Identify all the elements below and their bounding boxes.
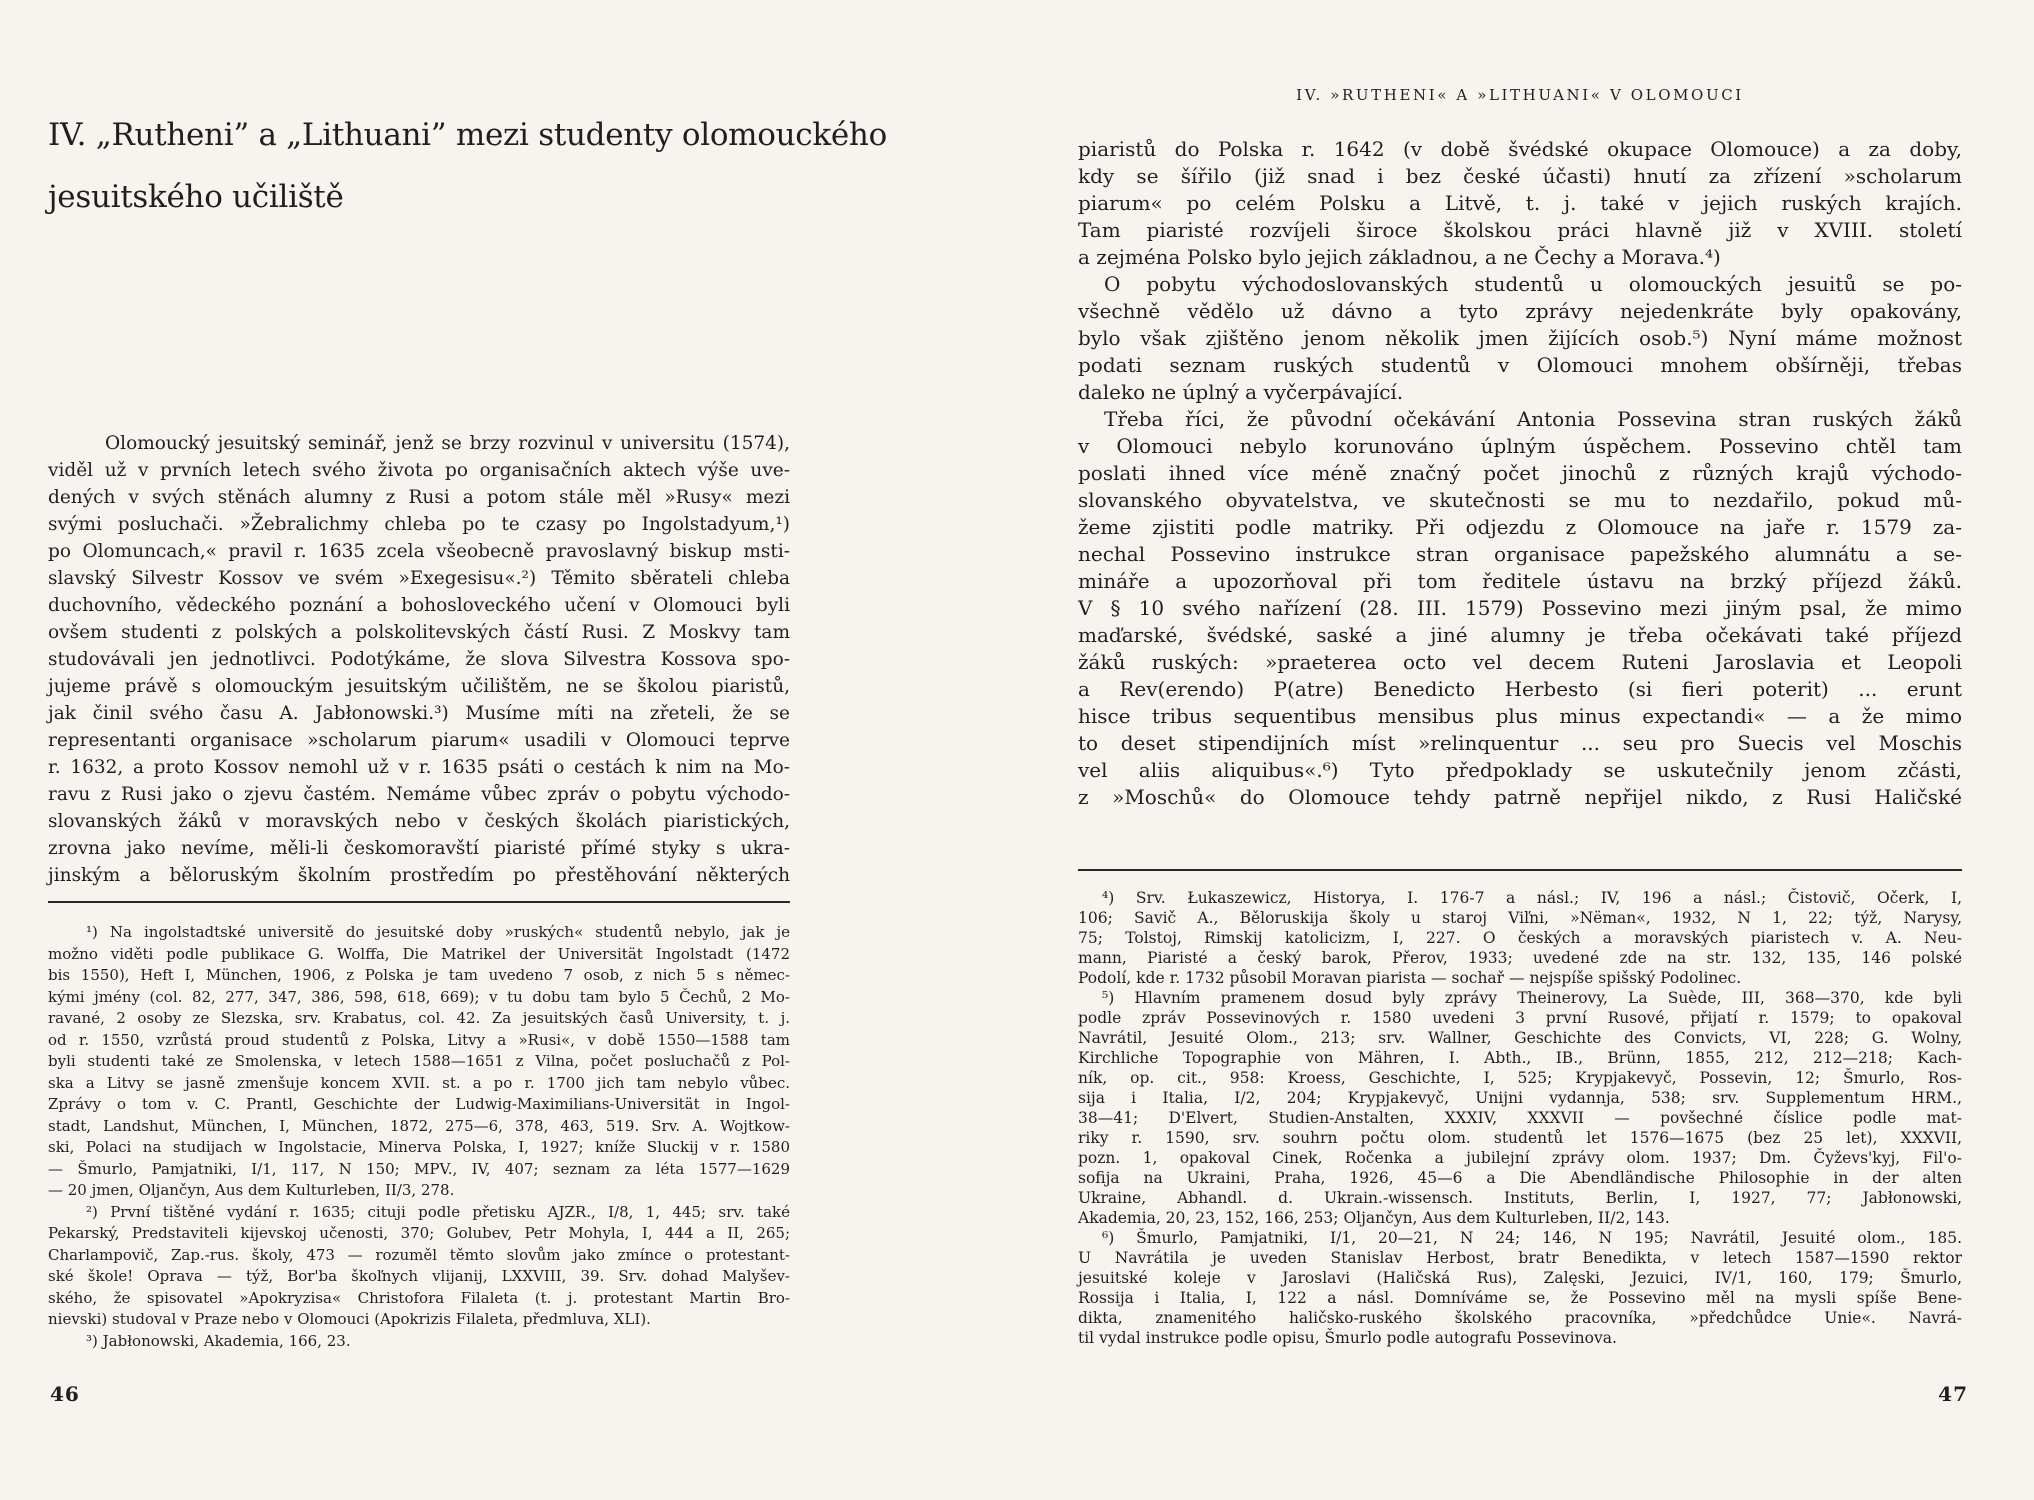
page-number-left: 46 <box>50 1382 80 1406</box>
footnote-1 <box>48 922 790 1202</box>
text-line: — 20 jmen, Oljančyn, Aus dem Kulturleben, II/3, 278. <box>48 1181 455 1199</box>
body-paragraph <box>1078 136 1962 271</box>
text-line: poslati ihned více méně značný počet jinochů z různých krajů východo- <box>1078 461 1962 485</box>
text-line: a zejména Polsko bylo jejich základnou, a ne Čechy a Morava.⁴) <box>1078 245 1721 269</box>
footnote-2 <box>48 1202 790 1331</box>
text-line: O pobytu východoslovanských studentů u olomouckých jesuitů se po- <box>1104 272 1962 296</box>
text-line: ⁶) Šmurlo, Pamjatniki, I/1, 20—21, N 24; 146, N 195; Navrátil, Jesuité olom., 185. <box>1102 1229 1962 1247</box>
footnote-separator-right <box>1078 869 1962 871</box>
text-line: ska a Litvy se jasně zmenšuje koncem XVII. st. a po r. 1700 jich tam nebylo vůbec. <box>48 1073 790 1092</box>
text-line: žeme zjistiti podle matriky. Při odjezdu z Olomouce na jaře r. 1579 za- <box>1078 515 1962 539</box>
text-line: žáků ruských: »praeterea octo vel decem Ruteni Jaroslavia et Leopoli <box>1078 650 1962 674</box>
text-line: sija i Italia, I/2, 204; Krypjakevyč, Unijni vydannja, 538; srv. Supplementum HRM., <box>1078 1089 1962 1107</box>
text-line: U Navrátila je uveden Stanislav Herbost, bratr Benedikta, v letech 1587—1590 rektor <box>1078 1249 1962 1267</box>
text-line: z »Moschů« do Olomouce tehdy patrně nepřijel nikdo, z Rusi Haličské <box>1078 785 1962 809</box>
text-line: pozn. 1, opakoval Cinek, Ročenka a jubilejní zprávy olom. 1937; Dm. Čyževs'kyj, Fil'o- <box>1078 1149 1962 1167</box>
text-line: ²) První tištěné vydání r. 1635; cituji podle přetisku AJZR., I/8, 1, 445; srv. také <box>86 1202 790 1221</box>
text-line: ⁵) Hlavním pramenem dosud byly zprávy Theinerovy, La Suède, III, 368—370, kde byli <box>1102 989 1962 1007</box>
right-page-footnotes <box>1078 888 1962 1348</box>
text-line: Zprávy o tom v. C. Prantl, Geschichte der Ludwig-Maximilians-Universität in Ingol- <box>48 1095 790 1113</box>
text-line: slovanského obyvatelstva, ve skutečnosti se mu to nezdařilo, pokud mů- <box>1078 488 1962 512</box>
text-line: vel aliis aliquibus«.⁶) Tyto předpoklady se uskutečnily jenom zčásti, <box>1078 758 1962 782</box>
text-line: til vydal instrukce podle opisu, Šmurlo podle autografu Possevinova. <box>1078 1329 1617 1347</box>
body-paragraph <box>1078 406 1962 811</box>
text-line: 106; Savič A., Běloruskija školy u staroj Viľni, »Nëman«, 1932, N 1, 22; týž, Narysy, <box>1078 909 1962 927</box>
text-line: jak činil svého času A. Jabłonowski.³) Musíme míti na zřeteli, že se <box>48 703 790 724</box>
left-page-footnotes <box>48 922 790 1352</box>
text-line: stadt, Landshut, München, I, München, 1872, 275—6, 378, 463, 519. Srv. A. Wojtkow- <box>48 1116 790 1135</box>
text-line: všechně vědělo už dávno a tyto zprávy nejedenkráte byly opakovány, <box>1078 299 1962 323</box>
text-line: maďarské, švédské, saské a jiné alumny je třeba očekávati také příjezd <box>1078 623 1962 647</box>
text-line: slavský Silvestr Kossov ve svém »Exegesisu«.²) Těmito sběrateli chleba <box>48 568 790 589</box>
text-line: v Olomouci nebylo korunováno úplným úspěchem. Possevino chtěl tam <box>1078 434 1962 458</box>
text-line: V § 10 svého nařízení (28. III. 1579) Possevino mezi jiným psal, že mimo <box>1078 596 1962 620</box>
text-line: zrovna jako nevíme, měli-li českomoravští piaristé přímé styky s ukra- <box>48 838 790 859</box>
text-line: 75; Tolstoj, Rimskij katolicizm, I, 227. O českých a moravských piaristech v. A. Neu- <box>1078 929 1962 947</box>
text-line: ski, Polaci na studijach w Ingolstacie, Minerva Polska, I, 1927; kníže Sluckij v r. 1580 <box>48 1138 790 1156</box>
text-line: Ukraine, Abhandl. d. Ukrain.-wissensch. Instituts, Berlin, I, 1927, 77; Jabłonowski, <box>1078 1189 1962 1207</box>
text-line: možno viděti podle publikace G. Wolffa, Die Matrikel der Universität Ingolstadt (1472 <box>48 944 790 963</box>
text-line: Tam piaristé rozvíjeli široce školskou práci hlavně již v XVIII. století <box>1078 218 1962 242</box>
text-line: ník, op. cit., 958: Kroess, Geschichte, I, 525; Krypjakevyč, Possevin, 12; Šmurlo, Ros- <box>1078 1069 1962 1087</box>
text-line: 38—41; D'Elvert, Studien-Anstalten, XXXIV, XXXVII — povšechné číslice podle mat- <box>1078 1109 1962 1127</box>
text-line: piaristů do Polska r. 1642 (v době švédské okupace Olomouce) a za doby, <box>1078 137 1962 161</box>
text-line: — Šmurlo, Pamjatniki, I/1, 117, N 150; MPV., IV, 407; seznam za léta 1577—1629 <box>48 1159 790 1178</box>
text-line: kdy se šířilo (již snad i bez české účasti) hnutí za zřízení »scholarum <box>1078 164 1962 188</box>
text-line: ¹) Na ingolstadtské universitě do jesuitské doby »ruských« studentů nebylo, jak je <box>86 923 790 941</box>
text-line: ské škole! Oprava — týž, Bor'ba škoľnych vlijanij, LXXVIII, 39. Srv. dohad Malyšev- <box>48 1267 790 1285</box>
text-line: r. 1632, a proto Kossov nemohl už v r. 1635 psáti o cestách k nim na Mo- <box>48 757 790 778</box>
right-page-body-text <box>1078 136 1962 811</box>
text-line: Kirchliche Topographie von Mähren, I. Abth., IB., Brünn, 1855, 212, 212—218; Kach- <box>1078 1049 1962 1067</box>
text-line: jesuitského učiliště <box>48 179 344 215</box>
text-line: mináře a upozorňoval při tom ředitele ústavu na brzký příjezd žáků. <box>1078 569 1962 593</box>
text-line: ravané, 2 osoby ze Slezska, srv. Krabatus, col. 42. Za jesuitských časů University, t. j. <box>48 1009 790 1027</box>
footnote-separator-left <box>48 901 790 903</box>
text-line: jujeme právě s olomouckým jesuitským učilištěm, ne se školou piaristů, <box>48 676 790 697</box>
text-line: po Olomuncach,« pravil r. 1635 zcela všeobecně pravoslavný biskup msti- <box>48 541 790 562</box>
text-line: svými posluchači. »Žebralichmy chleba po te czasy po Ingolstadyum,¹) <box>48 514 790 535</box>
text-line: Navrátil, Jesuité Olom., 213; srv. Wallner, Geschichte des Convicts, VI, 228; G. Wolny, <box>1078 1029 1962 1047</box>
text-line: hisce tribus sequentibus mensibus plus minus expectandi« — a že mimo <box>1078 704 1962 728</box>
body-paragraph <box>48 430 790 889</box>
text-line: Pekarský, Predstaviteli kijevskoj učenosti, 370; Golubev, Petr Mohyla, I, 444 a II, 265; <box>48 1224 790 1242</box>
text-line: piarum« po celém Polsku a Litvě, t. j. také v jejich ruských krajích. <box>1078 191 1962 215</box>
text-line: viděl už v prvních letech svého života po organisačních aktech výše uve- <box>48 460 790 481</box>
text-line: Třeba říci, že původní očekávání Antonia Possevina stran ruských žáků <box>1104 407 1962 431</box>
text-line: ovšem studenti z polských a polskolitevských částí Rusi. Z Moskvy tam <box>48 622 790 643</box>
text-line: Charlampovič, Zap.-rus. školy, 473 — rozuměl těmto slovům jako zmínce o protestant- <box>48 1245 790 1264</box>
text-line: byli studenti také ze Smolenska, v letech 1588—1651 z Vilna, počet posluchačů z Pol- <box>48 1052 790 1070</box>
page-number-right: 47 <box>1938 1382 1968 1406</box>
text-line: mann, Piaristé a český barok, Přerov, 1933; uvedené zde na str. 132, 135, 146 polské <box>1078 949 1962 967</box>
text-line: jinským a běloruským školním prostředím po přestěhování některých <box>48 865 790 886</box>
text-line: representanti organisace »scholarum piarum« usadili v Olomouci teprve <box>48 730 790 751</box>
text-line: dených v svých stěnách alumny z Rusi a potom stále měl »Rusy« mezi <box>48 487 790 508</box>
text-line: sofija na Ukraini, Praha, 1926, 45—6 a Die Abendländische Philosophie in der alten <box>1078 1169 1962 1187</box>
text-line: ⁴) Srv. Łukaszewicz, Historya, I. 176-7 a násl.; IV, 196 a násl.; Čistovič, Očerk, I, <box>1102 889 1962 907</box>
text-line: Olomoucký jesuitský seminář, jenž se brzy rozvinul v universitu (1574), <box>105 433 790 454</box>
text-line: nechal Possevino instrukce stran organisace papežského alumnátu a se- <box>1078 542 1962 566</box>
running-header: IV. »RUTHENI« A »LITHUANI« V OLOMOUCI <box>1296 86 1744 104</box>
text-line: bis 1550), Heft I, München, 1906, z Polska je tam uvedeno 7 osob, z nich 5 s němec- <box>48 966 790 984</box>
footnote-6 <box>1078 1228 1962 1348</box>
text-line: Rossija i Italia, I, 122 a násl. Domníváme se, že Possevino měl na mysli spíše Bene- <box>1078 1289 1962 1307</box>
text-line: daleko ne úplný a vyčerpávající. <box>1078 380 1404 404</box>
left-page-body-text <box>48 430 790 889</box>
text-line: nievski) studoval v Praze nebo v Olomouci (Apokrizis Filaleta, předmluva, XLI). <box>48 1310 651 1328</box>
text-line: duchovního, vědeckého poznání a bohosloveckého učení v Olomouci byli <box>48 595 790 616</box>
text-line: podati seznam ruských studentů v Olomouci mnohem obšírněji, třebas <box>1078 353 1962 377</box>
footnote-3 <box>48 1331 790 1353</box>
text-line: ravu z Rusi jako o zjevu častém. Nemáme vůbec zpráv o pobytu východo- <box>48 784 790 805</box>
text-line: jesuitské koleje v Jaroslavi (Haličská Rus), Zalęski, Jezuici, IV/1, 160, 179; Šmurlo, <box>1078 1269 1962 1287</box>
chapter-title <box>48 104 887 228</box>
text-line: a Rev(erendo) P(atre) Benedicto Herbesto (si fieri poterit) ... erunt <box>1078 677 1962 701</box>
text-line: riky r. 1590, srv. souhrn počtu olom. studentů let 1576—1675 (bez 25 let), XXXVII, <box>1078 1129 1962 1147</box>
text-line: ského, že spisovatel »Apokryzisa« Christofora Filaleta (t. j. protestant Martin Bro- <box>48 1288 790 1307</box>
body-paragraph <box>1078 271 1962 406</box>
text-line: to deset stipendijních míst »relinquentur ... seu pro Suecis vel Moschis <box>1078 731 1962 755</box>
text-line: kými jmény (col. 82, 277, 347, 386, 598, 618, 669); v tu dobu tam bylo 5 Čechů, 2 Mo- <box>48 987 790 1006</box>
text-line: Podolí, kde r. 1732 působil Moravan piarista — sochař — nejspíše spišský Podolinec. <box>1078 969 1742 987</box>
footnote-5 <box>1078 988 1962 1228</box>
text-line: podle zpráv Possevinových r. 1580 uvedeni 3 první Rusové, přijatí r. 1579; to opakoval <box>1078 1009 1962 1027</box>
text-line: studovávali jen jednotlivci. Podotýkáme, že slova Silvestra Kossova spo- <box>48 649 790 670</box>
text-line: od r. 1550, vzrůstá proud studentů z Polska, Litvy a »Rusi«, v době 1550—1588 tam <box>48 1030 790 1049</box>
text-line: bylo však zjištěno jenom několik jmen žijících osob.⁵) Nyní máme možnost <box>1078 326 1962 350</box>
footnote-4 <box>1078 888 1962 988</box>
text-line: IV. „Rutheni” a „Lithuani” mezi studenty olomouckého <box>48 117 887 153</box>
text-line: Akademia, 20, 23, 152, 166, 253; Oljančyn, Aus dem Kulturleben, II/2, 143. <box>1078 1209 1670 1227</box>
text-line: slovanských žáků v moravských nebo v českých školách piaristických, <box>48 811 790 832</box>
text-line: ³) Jabłonowski, Akademia, 166, 23. <box>86 1331 351 1350</box>
text-line: dikta, znamenitého haličsko-ruského školského pracovníka, »předchůdce Unie«. Navrá- <box>1078 1309 1962 1327</box>
